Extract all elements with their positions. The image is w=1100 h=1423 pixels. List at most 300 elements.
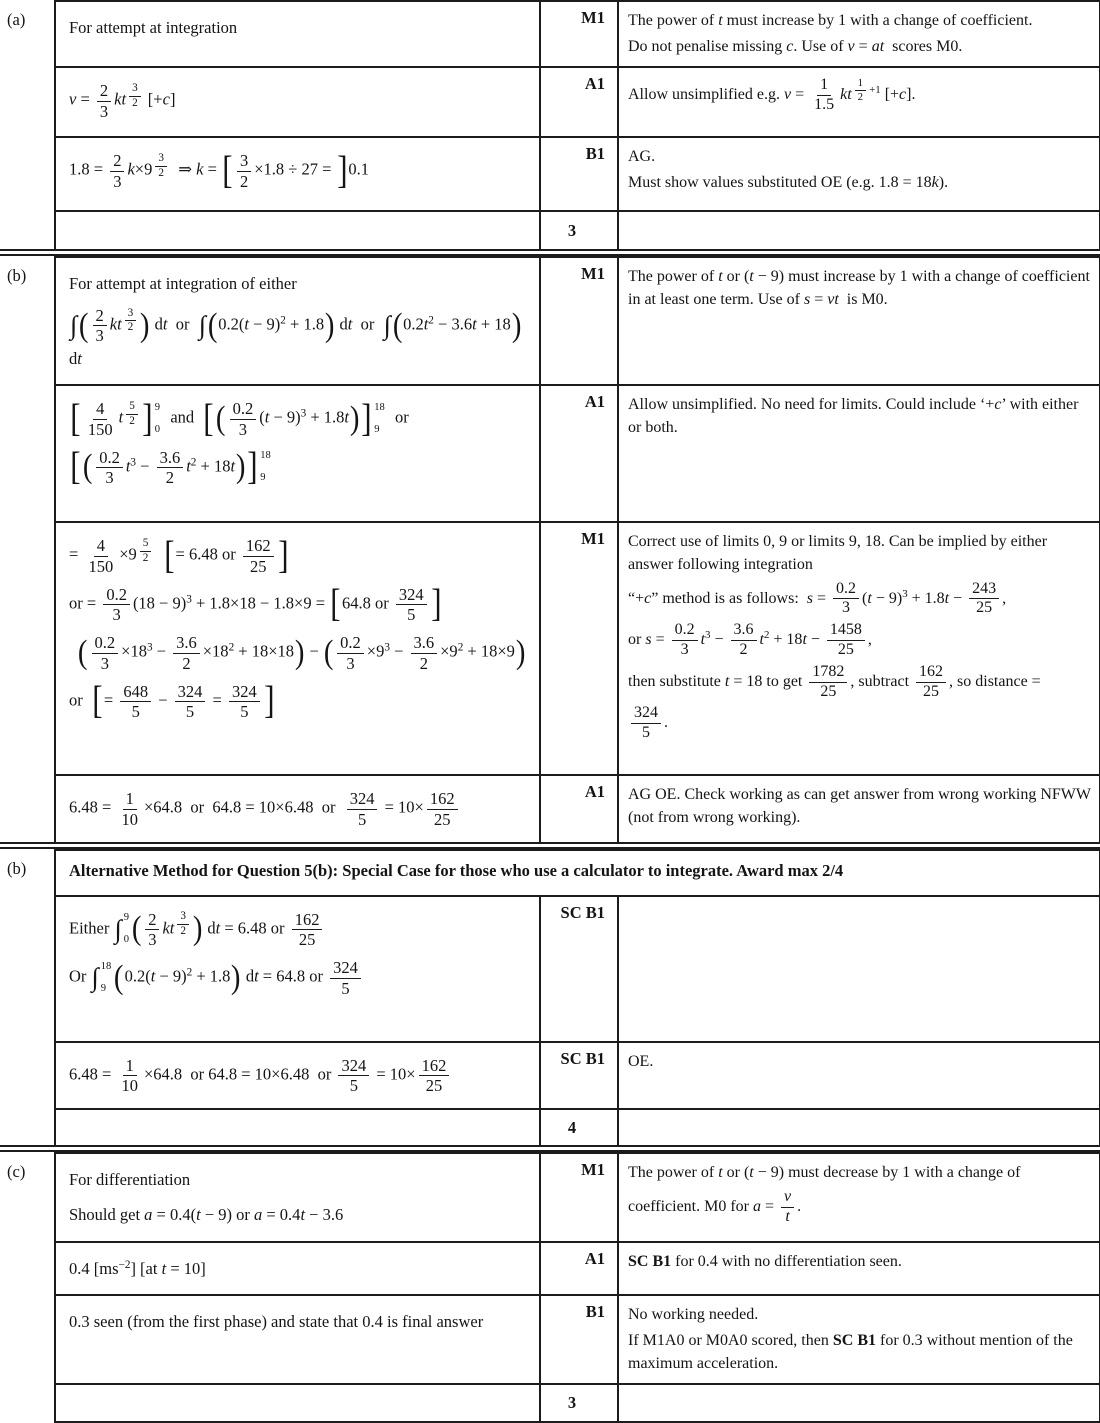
- italic-variable: k: [931, 174, 939, 192]
- fraction-numerator: 3.6: [157, 449, 184, 468]
- note-line: Must show values substituted OE (e.g. 1.8 = 18k).: [628, 174, 949, 192]
- fraction-numerator: 1: [817, 77, 831, 96]
- left-paren: (: [323, 634, 334, 672]
- italic-variable: a: [144, 1205, 153, 1224]
- mark-code: A1: [540, 67, 618, 137]
- part-label: (a): [7, 10, 26, 29]
- part-label-cell: [0, 850, 55, 1146]
- mark-code: A1: [540, 775, 618, 842]
- fraction-denominator: 2: [182, 653, 191, 673]
- fraction-denominator: 2: [419, 653, 428, 673]
- fraction-denominator: 10: [121, 809, 138, 829]
- mark-code: B1: [540, 1295, 618, 1384]
- formula-line: [ $\frac{4}{150}$ t $^{\frac{5}{2}}$ ] 9 0 and [( $\frac{0.2}{3}$ $(t - 9)^3 + 1.8t$)] 18 9 or: [70, 396, 409, 440]
- section-a-table: [0, 0, 1100, 249]
- italic-variable: t: [347, 314, 353, 334]
- working-cell: [55, 1, 540, 67]
- fraction-denominator: 3: [842, 599, 851, 617]
- fraction-numerator: 2: [110, 152, 124, 171]
- fraction: [237, 152, 251, 190]
- italic-variable: t: [264, 407, 270, 427]
- working-cell: [55, 67, 540, 137]
- section-separator: [0, 249, 1100, 256]
- fraction-numerator: 324: [347, 790, 378, 809]
- italic-variable: c: [786, 37, 794, 55]
- scheme-row: [0, 1042, 1100, 1110]
- fraction-numerator: 0.2: [230, 400, 257, 419]
- fraction: [118, 790, 141, 828]
- fraction: [103, 586, 130, 624]
- upper-limit: 9: [123, 912, 129, 924]
- fraction: [347, 790, 378, 828]
- fraction: [833, 581, 859, 618]
- superscript: 3: [186, 593, 192, 606]
- notes-cell: [618, 137, 1100, 211]
- fraction-denominator: 5: [185, 702, 195, 722]
- right-bracket: ]: [336, 148, 348, 192]
- notes-cell: [618, 1242, 1100, 1296]
- left-paren: (: [82, 448, 93, 486]
- note-line: The power of t or (t − 9) must increase by 1 with a change of coefficient in at least one term. Use of s = vt is M0.: [628, 268, 1090, 309]
- total-row: [0, 211, 1100, 249]
- right-paren: ): [515, 634, 526, 672]
- italic-variable: t: [944, 589, 950, 607]
- superscript: 2: [457, 641, 464, 654]
- superscript: 3: [300, 407, 307, 420]
- left-paren: (: [392, 306, 403, 344]
- fraction-denominator: 2: [127, 321, 134, 334]
- formula-line: For differentiation: [69, 1170, 191, 1190]
- fraction-numerator: 324: [338, 1057, 369, 1076]
- notes-cell: [618, 522, 1100, 775]
- fraction-numerator: 324: [631, 705, 661, 724]
- part-label-cell: [0, 257, 55, 841]
- fraction-numerator: 1: [855, 78, 866, 91]
- fraction: [731, 622, 757, 659]
- italic-variable: a: [254, 1205, 263, 1224]
- upper-limit: 18: [374, 401, 385, 413]
- left-paren: (: [114, 959, 124, 997]
- right-paren: ): [231, 959, 241, 997]
- working-cell: [55, 257, 540, 385]
- fraction: [230, 400, 257, 438]
- notes-cell: [618, 1384, 1100, 1422]
- fraction-denominator: 2: [239, 171, 249, 191]
- fraction-numerator: 3.6: [411, 634, 438, 653]
- italic-variable: t: [785, 1207, 790, 1225]
- right-paren: ): [324, 306, 335, 344]
- italic-variable: at: [871, 37, 885, 55]
- limits: [155, 403, 160, 436]
- part-label-cell: [0, 1, 55, 249]
- note-line: OE.: [628, 1052, 654, 1070]
- italic-variable: t: [802, 631, 807, 649]
- fraction: [330, 959, 361, 997]
- fraction: [243, 537, 274, 575]
- fraction: [173, 634, 200, 672]
- bold-text: SC B1: [832, 1331, 876, 1349]
- fraction-numerator: 3: [177, 911, 189, 925]
- mark-code: SC B1: [540, 896, 618, 1042]
- formula-line: or [= $\frac{648}{5}$ − $\frac{324}{5}$ = $\frac{324}{5}$ ]: [69, 679, 275, 723]
- fraction-numerator: 0.2: [92, 634, 119, 653]
- fraction-denominator: 2: [739, 641, 748, 659]
- fraction-numerator: 2: [93, 307, 107, 326]
- italic-variable: t: [867, 589, 872, 607]
- fraction-denominator: 3: [680, 641, 689, 659]
- fraction: [120, 683, 151, 721]
- scheme-row: [0, 257, 1100, 385]
- mark-code: SC B1: [540, 1042, 618, 1110]
- fraction: [92, 634, 119, 672]
- alt-method-header: Alternative Method for Question 5(b): Special Case for those who use a calculator to integrate. Award max 2/4: [55, 850, 1100, 896]
- italic-variable: t: [125, 456, 131, 476]
- working-cell: [55, 385, 540, 522]
- left-paren: (: [131, 910, 142, 948]
- italic-variable: c: [899, 86, 907, 104]
- fraction-numerator: 1782: [809, 664, 847, 683]
- italic-variable: c: [644, 589, 652, 607]
- lower-limit: 0: [154, 423, 161, 435]
- working-cell: [55, 522, 540, 775]
- fraction-numerator: 4: [94, 537, 108, 556]
- mark-code: A1: [540, 1242, 618, 1296]
- fraction: [157, 449, 184, 487]
- total-marks: 3: [540, 211, 618, 249]
- fraction-numerator: 3: [125, 308, 137, 322]
- fraction: [781, 1189, 794, 1226]
- fraction-denominator: 10: [121, 1076, 138, 1096]
- italic-variable: c: [994, 396, 1002, 414]
- working-cell: [55, 211, 540, 249]
- italic-variable: t: [759, 631, 764, 649]
- fraction-denominator: 2: [180, 925, 187, 938]
- fraction: [969, 581, 999, 618]
- section-separator: [0, 1145, 1100, 1152]
- lower-limit: 9: [260, 472, 266, 484]
- fraction-denominator: 3: [148, 930, 157, 950]
- fraction: [126, 401, 138, 428]
- fraction-numerator: 1458: [827, 622, 865, 641]
- limits: [124, 913, 129, 946]
- fraction: [97, 82, 111, 120]
- italic-variable: t: [724, 672, 730, 690]
- italic-variable: s: [803, 291, 811, 309]
- fraction-denominator: 5: [240, 702, 249, 722]
- right-paren: ): [511, 306, 522, 344]
- integral-sign: ∫: [198, 309, 206, 340]
- fraction: [396, 586, 427, 624]
- fraction: [855, 78, 866, 104]
- italic-variable: a: [753, 1198, 761, 1216]
- formula-line: Or ∫ 18 9 $(0.2(t - 9)^2 + 1.8)$ dt = 64.8 or $\frac{324}{5}$: [69, 958, 531, 998]
- italic-variable: t: [344, 407, 350, 427]
- integral-sign: ∫: [91, 962, 99, 993]
- left-bracket: [: [70, 396, 81, 440]
- note-line: Do not penalise missing c. Use of v = at scores M0.: [628, 37, 963, 55]
- fraction-denominator: 2: [129, 414, 135, 427]
- fraction-numerator: 0.2: [337, 634, 364, 653]
- fraction: [809, 664, 847, 701]
- fraction-denominator: 25: [433, 809, 451, 829]
- notes-cell: [618, 1, 1100, 67]
- italic-variable: t: [196, 1205, 201, 1224]
- fraction-numerator: 0.2: [672, 622, 698, 641]
- superscript: 1 2 +1: [852, 84, 881, 96]
- fraction: [427, 790, 458, 828]
- fraction: [175, 683, 206, 721]
- notes-cell: [618, 775, 1100, 842]
- fraction-denominator: 25: [837, 641, 854, 659]
- fraction-denominator: 5: [357, 809, 367, 829]
- fraction-denominator: 5: [642, 724, 650, 742]
- fraction-denominator: [782, 1208, 792, 1226]
- fraction-denominator: 3: [99, 101, 109, 121]
- right-bracket: ]: [430, 582, 442, 626]
- working-cell: [55, 1384, 540, 1422]
- italic-variable: v: [783, 86, 792, 104]
- right-paren: ): [235, 448, 246, 486]
- total-row: [0, 1384, 1100, 1422]
- formula-line: or = $\frac{0.2}{3}$ $(18 - 9)^3 + 1.8\times 18 - 1.8\times 9 = [64.8$ or $\frac{324}{5}$ ]: [69, 582, 442, 626]
- notes-cell: [618, 1295, 1100, 1384]
- mark-code: M1: [540, 522, 618, 775]
- superscript: 2: [428, 314, 434, 327]
- scheme-row: [0, 137, 1100, 211]
- notes-cell: [618, 211, 1100, 249]
- limits: [260, 451, 271, 484]
- total-row: [0, 1109, 1100, 1145]
- right-paren: ): [349, 399, 360, 437]
- formula-line: v = $\frac{2}{3}$ kt $^{\frac{3}{2}}$ [+c]: [69, 81, 176, 121]
- fraction-numerator: 1: [123, 1057, 137, 1076]
- fraction: [229, 683, 260, 721]
- italic-variable: k: [127, 160, 135, 180]
- fraction-numerator: 1: [123, 790, 137, 809]
- italic-variable: t: [749, 1164, 754, 1182]
- italic-variable: kt: [114, 90, 127, 110]
- note-line: or s = $\frac{0.2}{3}$ $t^3$ − $\frac{3.6}{2}$ $t^2 + 18t$ − $\frac{1458}{25}$ ,: [628, 621, 872, 659]
- fraction: [145, 911, 159, 949]
- mark-code: A1: [540, 385, 618, 522]
- fraction: [672, 622, 698, 659]
- note-line: SC B1 for 0.4 with no differentiation seen.: [628, 1252, 902, 1270]
- scheme-row: [0, 385, 1100, 522]
- fraction: [125, 308, 137, 335]
- scheme-row: [0, 896, 1100, 1042]
- lower-limit: 9: [100, 983, 107, 995]
- fraction-numerator: 324: [175, 683, 206, 702]
- notes-cell: [618, 1042, 1100, 1110]
- left-paren: (: [78, 634, 88, 672]
- fraction-denominator: 25: [976, 599, 993, 617]
- left-bracket: [: [222, 148, 233, 192]
- note-line: AG OE. Check working as can get answer from wrong working NFWW (not from wrong working).: [628, 786, 1091, 826]
- scheme-row: [0, 67, 1100, 137]
- italic-variable: k: [196, 160, 204, 180]
- superscript: [174, 910, 192, 938]
- section-c-table: [0, 1152, 1100, 1423]
- part-label-cell: [0, 1153, 55, 1422]
- scheme-row: [0, 1242, 1100, 1296]
- italic-variable: t: [186, 456, 191, 476]
- formula-line: [( $\frac{0.2}{3}$ $t^3$ − $\frac{3.6}{2}$ $t^2 + 18t$)] 18 9: [70, 445, 271, 489]
- fraction-numerator: 5: [126, 401, 138, 415]
- formula-line: Should get a = 0.4(t − 9) or a = 0.4t − 3.6: [69, 1205, 344, 1224]
- notes-cell: [618, 1153, 1100, 1241]
- scheme-row: [0, 775, 1100, 842]
- superscript: 3: [705, 629, 711, 642]
- mark-code: B1: [540, 137, 618, 211]
- note-line: then substitute t = 18 to get $\frac{1782}{25}$ , subtract $\frac{162}{25}$ , so distance =: [628, 662, 1041, 700]
- note-line: Allow unsimplified. No need for limits. Could include ‘+c’ with either or both.: [628, 396, 1079, 436]
- formula-line: Either ∫ 9 0 ( $\frac{2}{3}$ kt $^{\frac{3}{2}}$ ) dt = 6.48 or $\frac{162}{25}$: [69, 910, 531, 950]
- upper-limit: 9: [154, 401, 161, 413]
- fraction-denominator: 150: [88, 556, 114, 576]
- lower-limit: 0: [123, 934, 129, 946]
- scheme-row: [0, 522, 1100, 775]
- formula-line: = $\frac{4}{150}$ ×9 $^{\frac{5}{2}}$ [= 6.48 or $\frac{162}{25}$ ]: [69, 533, 289, 577]
- note-line: No working needed.: [628, 1306, 759, 1324]
- fraction-numerator: 2: [97, 82, 111, 101]
- fraction: [85, 400, 116, 438]
- fraction-numerator: 5: [140, 538, 152, 552]
- fraction-numerator: 324: [396, 586, 427, 605]
- superscript: 3: [384, 641, 390, 654]
- formula-line: 6.48 = $\frac{1}{10}$ ×64.8 or 64.8 = 10×6.48 or $\frac{324}{5}$ = 10× $\frac{162}{25}$: [69, 1056, 531, 1096]
- fraction: [96, 449, 123, 487]
- left-paren: (: [216, 399, 226, 437]
- formula-line: For attempt at integration of either: [69, 274, 297, 294]
- italic-variable: t: [749, 268, 754, 286]
- italic-variable: v: [784, 1188, 792, 1206]
- working-cell: [55, 1242, 540, 1296]
- fraction: [631, 705, 661, 742]
- fraction-numerator: 162: [427, 790, 458, 809]
- left-bracket: [: [330, 582, 341, 626]
- fraction-numerator: 162: [916, 664, 946, 683]
- section-b-table: [0, 256, 1100, 841]
- fraction-denominator: 150: [87, 419, 113, 439]
- scheme-row: [0, 1, 1100, 67]
- formula-line: 1.8 = $\frac{2}{3}$ k×9 $^{\frac{3}{2}}$ ⇒ k = [ $\frac{3}{2}$ ×1.8 ÷ 27 = ]0.1: [69, 148, 370, 192]
- italic-variable: t: [244, 314, 249, 334]
- section-separator: [0, 842, 1100, 849]
- fraction-numerator: 162: [292, 911, 323, 930]
- fraction-numerator: 3.6: [731, 622, 757, 641]
- formula-line: 0.3 seen (from the first phase) and state that 0.4 is final answer: [69, 1312, 484, 1332]
- fraction: [338, 1057, 369, 1095]
- notes-cell: [618, 896, 1100, 1042]
- working-cell: [55, 137, 540, 211]
- formula-line: For attempt at integration: [69, 18, 238, 37]
- part-label: (b): [7, 858, 27, 878]
- fraction-denominator: 2: [857, 91, 864, 104]
- left-bracket: [: [163, 533, 175, 577]
- fraction-denominator: 25: [820, 682, 837, 700]
- italic-variable: kt: [840, 86, 852, 104]
- fraction-numerator: 0.2: [96, 449, 123, 468]
- right-bracket: ]: [142, 396, 153, 440]
- fraction-denominator: 2: [132, 96, 138, 109]
- working-cell: [55, 1153, 540, 1241]
- working-cell: [55, 1109, 540, 1145]
- formula-line: ( $\frac{0.2}{3}$ $\times 18^3$ − $\frac{3.6}{2}$ $\times 18^2 + 18\times 18$) − ( $\frac{0.2}{3}$ $\times 9^3$ − $\frac{3.6}{2}$ $\times 9^2 + 18\times 9$): [78, 633, 526, 673]
- right-bracket: ]: [277, 533, 289, 577]
- left-bracket: [: [203, 396, 215, 440]
- fraction-numerator: 162: [419, 1057, 450, 1076]
- italic-variable: t: [700, 631, 706, 649]
- fraction: [140, 538, 152, 565]
- part-label: (b): [7, 266, 27, 286]
- working-cell: [55, 775, 540, 842]
- mark-code: M1: [540, 1153, 618, 1241]
- fraction-numerator: 3: [129, 83, 141, 97]
- note-line: “+c” method is as follows: s = $\frac{0.2}{3}$ $(t - 9)^3 + 1.8t$ − $\frac{243}{25}$ ,: [628, 579, 1007, 617]
- lower-limit: 9: [374, 423, 380, 435]
- note-line: The power of t or (t − 9) must decrease by 1 with a change of: [628, 1164, 1021, 1182]
- italic-variable: t: [161, 1258, 167, 1278]
- left-bracket: [: [70, 445, 81, 489]
- fraction-numerator: 243: [969, 581, 999, 600]
- note-line: If M1A0 or M0A0 scored, then SC B1 for 0.3 without mention of the maximum acceleration.: [628, 1331, 1073, 1372]
- italic-variable: t: [718, 1164, 723, 1182]
- fraction-numerator: 162: [243, 537, 274, 556]
- italic-variable: t: [718, 12, 723, 29]
- fraction-denominator: 3: [100, 653, 109, 673]
- italic-variable: t: [718, 268, 723, 286]
- fraction-numerator: 0.2: [833, 581, 859, 600]
- superscript: 3: [902, 587, 908, 600]
- fraction: [110, 152, 124, 190]
- italic-variable: t: [472, 314, 477, 334]
- right-paren: ): [140, 306, 150, 344]
- italic-variable: kt: [109, 314, 122, 334]
- italic-variable: v: [847, 37, 855, 55]
- note-line: Allow unsimplified e.g. v = $\frac{1}{1.5}$ kt $^{\frac{1}{2} +1}$ [+c].: [628, 76, 916, 114]
- section-b_alt-table: [0, 849, 1100, 1146]
- fraction: [85, 537, 116, 575]
- notes-cell: [618, 1109, 1100, 1145]
- fraction: [292, 911, 323, 949]
- formula-line: 0.4 $[ms^{-2}]$ [at t = 10]: [69, 1258, 206, 1278]
- superscript: 2: [280, 314, 286, 327]
- fraction-numerator: 3.6: [173, 634, 200, 653]
- fraction: [93, 307, 107, 345]
- superscript: 2: [190, 456, 197, 469]
- right-paren: ): [294, 634, 305, 672]
- fraction-numerator: 2: [145, 911, 159, 930]
- notes-cell: [618, 385, 1100, 522]
- part-label: (c): [7, 1162, 26, 1182]
- working-cell: [55, 1042, 540, 1110]
- fraction-numerator: 3: [237, 152, 251, 171]
- fraction-numerator: 3: [155, 153, 167, 167]
- alt-method-header-row: [0, 850, 1100, 896]
- superscript: [123, 399, 141, 427]
- upper-limit: 18: [100, 960, 112, 972]
- fraction-denominator: 3: [105, 468, 114, 488]
- fraction-denominator: 3: [113, 171, 122, 191]
- italic-variable: c: [162, 90, 170, 110]
- limits: [101, 962, 112, 995]
- italic-variable: t: [423, 314, 429, 334]
- fraction-numerator: [781, 1189, 794, 1208]
- fraction: [155, 153, 167, 180]
- fraction: [118, 1057, 141, 1095]
- working-cell: [55, 896, 540, 1042]
- italic-variable: t: [254, 967, 259, 987]
